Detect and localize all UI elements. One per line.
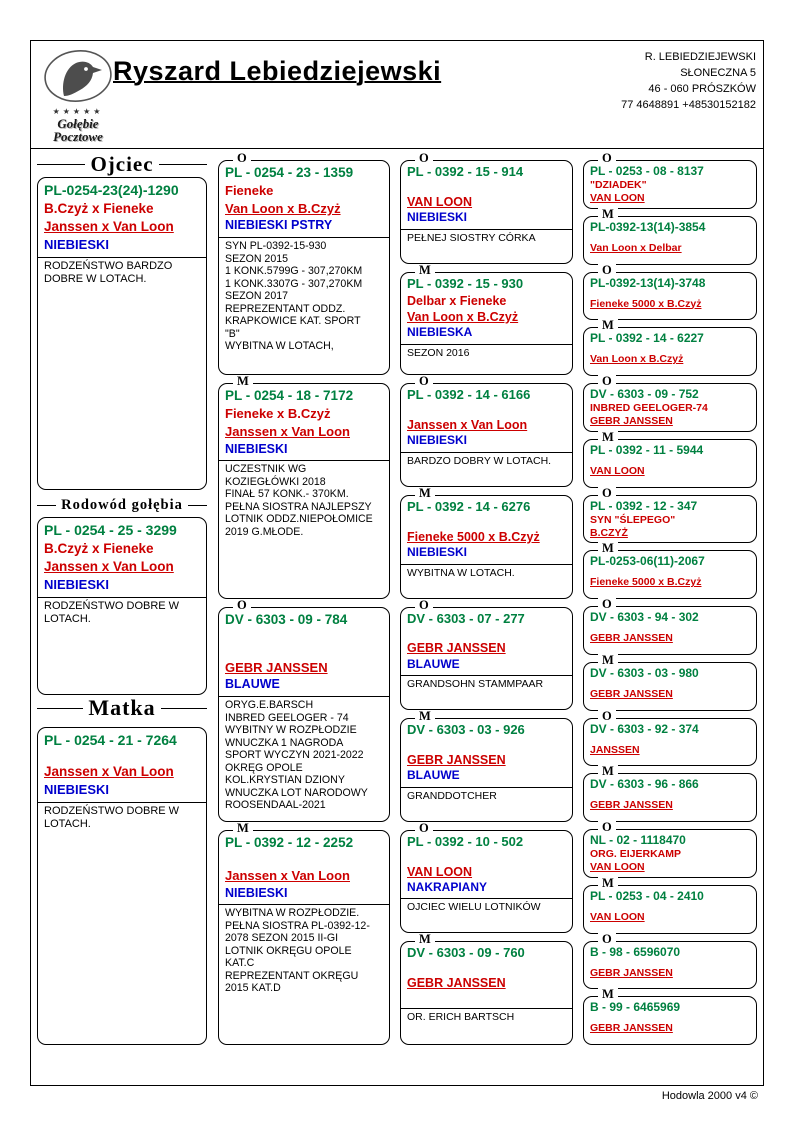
description-line: WYBITNA W LOTACH, (225, 340, 334, 353)
pedigree-box (400, 151, 573, 264)
pigeon-logo-icon (42, 48, 114, 108)
pedigree-box (583, 987, 757, 1045)
address-line-street: SŁONECZNA 5 (680, 66, 756, 79)
pedigree-box (37, 177, 207, 490)
strain-name: Fieneke x B.Czyż (225, 406, 331, 422)
generation-2-column (218, 151, 390, 1045)
spacer (590, 792, 750, 799)
description-line: RODZEŃSTWO DOBRE W (44, 804, 180, 817)
description-line: LOTACH. (44, 818, 91, 831)
strain-name-underlined: Janssen x Van Loon (44, 559, 174, 575)
ring-number: PL - 0253 - 08 - 8137 (590, 164, 704, 178)
strain-name-underlined: GEBR JANSSEN (590, 687, 673, 700)
strain-name-underlined: GEBR JANSSEN (590, 799, 673, 812)
ring-number: PL - 0392 - 15 - 914 (407, 164, 524, 179)
ring-number: PL - 0392 - 12 - 347 (590, 498, 698, 513)
ring-number: PL - 0392 - 14 - 6227 (590, 331, 704, 346)
separator-line (401, 452, 572, 453)
description-line: REPREZENTANT OKRĘGU (225, 969, 359, 982)
spacer (407, 739, 566, 752)
ring-number: DV - 6303 - 96 - 866 (590, 777, 699, 792)
ring-number: PL - 0392 - 15 - 930 (407, 275, 524, 291)
description-line: SEZON 2017 (225, 290, 289, 303)
description-line: WYBITNA W ROZPŁODZIE. (225, 907, 360, 920)
plumage-color: NAKRAPIANY (407, 879, 488, 894)
plumage-color: NIEBIESKI (407, 433, 468, 448)
spacer (225, 629, 383, 644)
pedigree-box (218, 597, 390, 822)
strain-name-underlined: VAN LOON (590, 192, 645, 205)
pedigree-box (583, 541, 757, 599)
strain-name: ORG. EIJERKAMP (590, 848, 682, 860)
pedigree-box (218, 820, 390, 1045)
spacer (407, 962, 566, 975)
subject-box-slot (37, 517, 207, 695)
strain-name: Fieneke (225, 183, 274, 199)
logo-caption-line2: Pocztowe (53, 129, 103, 145)
description-line: SEZON 2015 (225, 252, 289, 265)
pedigree-box (400, 932, 573, 1045)
description-line: "B" (225, 327, 240, 340)
description-line: GRANDDOTCHER (407, 789, 497, 802)
ring-number: PL - 0392 - 14 - 6276 (407, 498, 531, 514)
mother-marker: M (415, 710, 435, 723)
pedigree-box (583, 764, 757, 822)
strain-name-underlined: Janssen x Van Loon (225, 424, 350, 440)
mother-marker: M (598, 542, 618, 555)
father-marker: O (598, 821, 616, 834)
ring-number: DV - 6303 - 09 - 752 (590, 387, 699, 401)
description-line: LOTNIK OKRĘGU OPOLE (225, 944, 352, 957)
mother-marker: M (415, 487, 435, 500)
separator-line (38, 597, 206, 598)
pedigree-box (583, 485, 757, 544)
pedigree-box (583, 429, 757, 488)
mother-label-text: Matka (88, 695, 156, 720)
strain-name-underlined: Janssen x Van Loon (44, 219, 174, 235)
mother-marker: M (415, 933, 435, 946)
ring-number: DV - 6303 - 09 - 760 (407, 945, 525, 961)
plumage-color: NIEBIESKI (225, 441, 288, 456)
strain-name-underlined: VAN LOON (590, 910, 645, 923)
description-line: 1 KONK.5799G - 307,270KM (225, 265, 363, 278)
separator-line (401, 229, 572, 230)
club-logo (38, 48, 118, 144)
ring-number: PL - 0254 - 21 - 7264 (44, 732, 177, 748)
strain-name-underlined: Van Loon x B.Czyż (225, 200, 341, 216)
ring-number: PL - 0253 - 04 - 2410 (590, 888, 704, 903)
plumage-color: NIEBIESKI (44, 782, 110, 798)
strain-name-underlined: GEBR JANSSEN (590, 966, 673, 979)
ring-number: DV - 6303 - 03 - 980 (590, 665, 699, 680)
description-line: 2015 KAT.D (225, 982, 281, 995)
strain-name-underlined: Van Loon x B.Czyż (590, 353, 684, 366)
description-line: SYN PL-0392-15-930 (225, 240, 327, 253)
pedigree-box (400, 597, 573, 711)
mother-marker: M (598, 319, 618, 332)
ring-number: DV - 6303 - 03 - 926 (407, 722, 525, 738)
strain-name-underlined: VAN LOON (590, 464, 645, 477)
description-line: RODZEŃSTWO DOBRE W (44, 599, 180, 612)
pedigree-box (583, 597, 757, 655)
father-marker: O (598, 598, 616, 611)
spacer (590, 737, 750, 744)
pedigree-box (583, 708, 757, 767)
pedigree-box (400, 820, 573, 934)
spacer (407, 992, 566, 1005)
description-line: SEZON 2016 (407, 346, 470, 359)
father-marker: O (415, 822, 433, 835)
spacer (590, 681, 750, 688)
strain-name: SYN "ŚLEPEGO" (590, 513, 676, 526)
plumage-color: NIEBIESKA (407, 325, 473, 340)
spacer (590, 1015, 750, 1022)
description-line: KOZIEGŁÓWKI 2018 (225, 475, 326, 488)
description-line: LOTACH. (44, 613, 91, 626)
ring-number: DV - 6303 - 92 - 374 (590, 721, 699, 736)
strain-name-underlined: GEBR JANSSEN (407, 753, 506, 768)
description-line: PEŁNA SIOSTRA PL-0392-12- (225, 919, 370, 932)
spacer (407, 851, 566, 864)
mother-marker: M (598, 988, 618, 1001)
father-marker: O (598, 152, 616, 165)
father-marker: O (415, 599, 433, 612)
description-line: KAT.C (225, 957, 255, 970)
father-marker: O (598, 375, 616, 388)
mother-marker: M (598, 765, 618, 778)
generation-3-column (400, 151, 573, 1045)
strain-name-underlined: Fieneke 5000 x B.Czyż (590, 297, 702, 310)
strain-name-underlined: Van Loon x B.Czyż (407, 309, 519, 324)
separator-line (219, 904, 389, 905)
spacer (590, 625, 750, 632)
ring-number: PL - 0254 - 25 - 3299 (44, 522, 177, 538)
plumage-color: NIEBIESKI (225, 885, 288, 900)
description-line: GRANDSOHN STAMMPAAR (407, 678, 544, 691)
pedigree-label-text: Rodowód gołębia (61, 497, 183, 513)
description-line: PEŁNA SIOSTRA NAJLEPSZY (225, 500, 372, 513)
header-separator (30, 148, 764, 149)
ring-number: PL-0392-13(14)-3748 (590, 275, 706, 290)
ring-number: DV - 6303 - 07 - 277 (407, 610, 525, 626)
description-line: SPORT WYCZYN 2021-2022 (225, 749, 364, 762)
plumage-color: NIEBIESKI (44, 577, 110, 593)
description-line: WNUCZKA LOT NARODOWY (225, 786, 368, 799)
strain-name: B.Czyż x Fieneke (44, 200, 154, 216)
pedigree-box (583, 820, 757, 878)
ring-number: PL-0253-06(11)-2067 (590, 554, 705, 569)
mother-section-label (37, 695, 207, 721)
address-line-name: R. LEBIEDZIEJEWSKI (644, 51, 756, 63)
mother-marker: M (415, 264, 435, 277)
separator-line (219, 237, 389, 238)
ring-number: PL - 0392 - 10 - 502 (407, 833, 524, 849)
description-line: OR. ERICH BARTSCH (407, 1010, 515, 1023)
strain-name-underlined: GEBR JANSSEN (407, 976, 506, 991)
strain-name-underlined: JANSSEN (590, 743, 640, 756)
separator-line (401, 344, 572, 345)
breeder-address-block (621, 50, 756, 114)
father-marker: O (233, 599, 251, 612)
father-marker: O (598, 710, 616, 723)
spacer (225, 644, 383, 659)
strain-name: INBRED GEELOGER-74 (590, 402, 708, 414)
description-line: RODZEŃSTWO BARDZO (44, 259, 173, 272)
strain-name-underlined: VAN LOON (407, 194, 473, 209)
separator-line (401, 675, 572, 676)
father-marker: O (415, 375, 433, 388)
description-line: KRAPKOWICE KAT. SPORT (225, 315, 361, 328)
strain-name: "DZIADEK" (590, 179, 647, 191)
ring-number: DV - 6303 - 94 - 302 (590, 610, 699, 624)
pedigree-box (583, 931, 757, 990)
ring-number: PL - 0392 - 14 - 6166 (407, 387, 531, 403)
pedigree-box (400, 709, 573, 822)
spacer (590, 235, 750, 242)
pedigree-box (583, 206, 757, 265)
father-marker: O (598, 487, 616, 500)
mother-marker: M (598, 877, 618, 890)
father-box-slot (37, 177, 207, 490)
strain-name-underlined: GEBR JANSSEN (590, 1022, 673, 1035)
description-line: OKRĘG OPOLE (225, 761, 303, 774)
separator-line (401, 564, 572, 565)
description-line: ROOSENDAAL-2021 (225, 799, 326, 812)
ring-number: DV - 6303 - 09 - 784 (225, 611, 348, 627)
strain-name-underlined: GEBR JANSSEN (590, 415, 673, 428)
separator-line (401, 787, 572, 788)
separator-line (38, 802, 206, 803)
address-line-phone: 77 4648891 +48530152182 (621, 98, 756, 111)
plumage-color: NIEBIESKI PSTRY (225, 218, 333, 233)
separator-line (401, 1008, 572, 1009)
spacer (590, 904, 750, 911)
ring-number: PL-0392-13(14)-3854 (590, 219, 706, 234)
ring-number: PL - 0254 - 23 - 1359 (225, 165, 354, 180)
spacer (590, 569, 750, 576)
logo-caption-line1: Gołębie (57, 115, 99, 131)
description-line: 2078 SEZON 2015 II-GI (225, 932, 339, 945)
mother-marker: M (233, 375, 253, 388)
separator-line (38, 257, 206, 258)
description-line: ORYG.E.BARSCH (225, 699, 314, 712)
pedigree-box (400, 485, 573, 599)
pedigree-box (218, 374, 390, 598)
pedigree-box (583, 652, 757, 711)
strain-name-underlined: Van Loon x Delbar (590, 241, 682, 254)
description-line: FINAŁ 57 KONK.- 370KM. (225, 488, 349, 501)
pedigree-box (583, 262, 757, 321)
strain-name-underlined: B.CZYŻ (590, 526, 628, 539)
mother-box-slot (37, 727, 207, 1045)
description-line: DOBRE W LOTACH. (44, 273, 147, 286)
spacer (407, 627, 566, 640)
father-marker: O (598, 933, 616, 946)
pedigree-box (37, 727, 207, 1045)
mother-marker: M (598, 431, 618, 444)
breeder-name-title: Ryszard Lebiedziejewski (113, 56, 442, 86)
father-section-label (37, 152, 207, 177)
mother-marker: M (233, 822, 253, 835)
separator-line (219, 696, 389, 697)
description-line: BARDZO DOBRY W LOTACH. (407, 454, 552, 467)
pedigree-box (583, 374, 757, 432)
strain-name-underlined: Janssen x Van Loon (44, 763, 174, 779)
spacer (407, 181, 566, 194)
strain-name-underlined: GEBR JANSSEN (407, 641, 506, 656)
mother-marker: M (598, 208, 618, 221)
spacer (590, 291, 750, 298)
mother-marker: M (598, 654, 618, 667)
strain-name-underlined: GEBR JANSSEN (225, 659, 328, 675)
plumage-color: NIEBIESKI (44, 237, 110, 253)
father-marker: O (233, 152, 251, 165)
description-line: 2019 G.MŁODE. (225, 525, 304, 538)
strain-name-underlined: VAN LOON (590, 861, 645, 874)
ring-number: NL - 02 - 1118470 (590, 833, 686, 847)
separator-line (219, 460, 389, 461)
ring-number: PL-0254-23(24)-1290 (44, 182, 179, 198)
plumage-color: NIEBIESKI (407, 545, 468, 560)
spacer (407, 404, 566, 417)
description-line: UCZESTNIK WG (225, 463, 307, 476)
father-label-text: Ojciec (90, 152, 154, 176)
description-line: OJCIEC WIELU LOTNIKÓW (407, 901, 541, 914)
strain-name-underlined: Fieneke 5000 x B.Czyż (590, 576, 702, 589)
plumage-color: BLAUWE (407, 768, 460, 783)
strain-name-underlined: GEBR JANSSEN (590, 632, 673, 644)
description-line: WYBITNA W LOTACH. (407, 566, 515, 579)
ring-number: PL - 0392 - 11 - 5944 (590, 442, 704, 457)
spacer (407, 516, 566, 529)
father-marker: O (598, 264, 616, 277)
description-line: REPREZENTANT ODDZ. (225, 302, 346, 315)
description-line: WNUCZKA 1 NAGRODA (225, 736, 344, 749)
description-line: PEŁNEJ SIOSTRY CÓRKA (407, 231, 536, 244)
plumage-color: NIEBIESKI (407, 210, 468, 225)
pedigree-section-label (37, 497, 207, 514)
ring-number: PL - 0254 - 18 - 7172 (225, 388, 354, 404)
spacer (44, 750, 200, 763)
logo-stars: ★★★★★ (52, 107, 104, 116)
address-line-city: 46 - 060 PRÓSZKÓW (648, 82, 756, 95)
strain-name: Delbar x Fieneke (407, 293, 507, 308)
generation-4-column (583, 151, 757, 1045)
pedigree-box (400, 262, 573, 376)
description-line: 1 KONK.3307G - 307,270KM (225, 277, 363, 290)
strain-name-underlined: VAN LOON (407, 864, 473, 879)
pedigree-box (583, 875, 757, 934)
pedigree-box (583, 151, 757, 209)
ring-number: PL - 0392 - 12 - 2252 (225, 834, 354, 850)
pedigree-box (400, 374, 573, 487)
strain-name-underlined: Janssen x Van Loon (407, 418, 528, 433)
pedigree-box (37, 517, 207, 695)
description-line: LOTNIK ODDZ.NIEPOŁOMICE (225, 513, 373, 526)
strain-name-underlined: Janssen x Van Loon (225, 867, 350, 883)
description-line: INBRED GEELOGER - 74 (225, 711, 349, 724)
pedigree-box (218, 151, 390, 375)
separator-line (401, 898, 572, 899)
strain-name: B.Czyż x Fieneke (44, 540, 154, 556)
description-line: WYBITNY W ROZPŁODZIE (225, 724, 357, 737)
ring-number: B - 98 - 6596070 (590, 944, 681, 959)
spacer (590, 458, 750, 465)
spacer (590, 346, 750, 353)
pedigree-box (583, 318, 757, 376)
spacer (590, 960, 750, 967)
description-line: KOL.KRYSTIAN DZIONY (225, 774, 345, 787)
father-marker: O (415, 152, 433, 165)
plumage-color: BLAUWE (407, 656, 460, 671)
strain-name-underlined: Fieneke 5000 x B.Czyż (407, 529, 540, 544)
ring-number: B - 99 - 6465969 (590, 1000, 681, 1015)
spacer (225, 852, 383, 867)
plumage-color: BLAUWE (225, 677, 280, 692)
software-credit: Hodowla 2000 v4 © (661, 1090, 758, 1102)
